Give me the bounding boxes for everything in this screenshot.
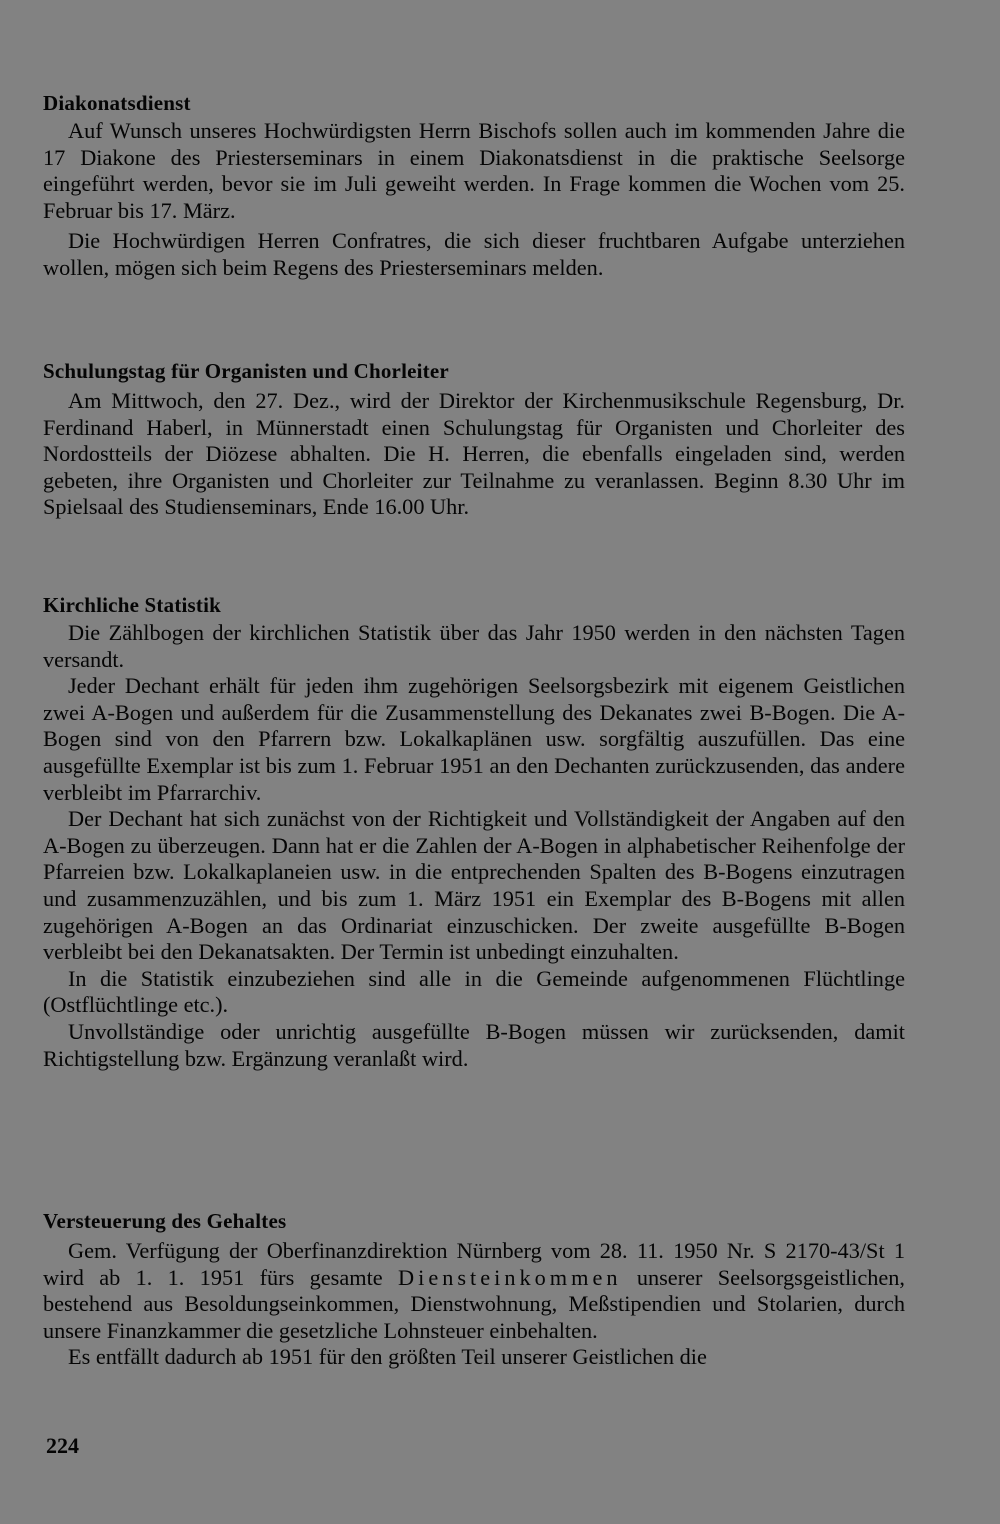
paragraph: Der Dechant hat sich zunächst von der Richtigkeit und Vollständigkeit der Angaben auf den A-Bogen zu überzeugen. Dann hat er die Zahlen der A-Bogen in alphabetischer Reihenfolge der Pfarreien bzw. Lokalkaplaneien usw. in die entprechenden Spalten des B-Bogens einzutragen und zusammenzuzählen, und bis zum 1. März 1951 ein Exemplar des B-Bogens mit allen zugehörigen A-Bogen an das Ordinariat einzuschicken. Der zweite ausgefüllte B-Bogen verbleibt bei den Dekanatsakten. Der Termin ist unbedingt einzuhalten. [43,806,905,965]
paragraph: Unvollständige oder unrichtig ausgefüllte B-Bogen müssen wir zurücksenden, damit Richtigstellung bzw. Ergänzung veranlaßt wird. [43,1018,905,1071]
section-schulungstag [43,358,905,521]
emphasized-term: Diensteinkommen [398,1264,622,1290]
paragraph: In die Statistik einzubeziehen sind alle in die Gemeinde aufgenommenen Flüchtlinge (Ostflüchtlinge etc.). [43,965,905,1018]
paragraph-text-before: Gem. Verfügung der Oberfinanzdirektion Nürnberg vom 28. 11. 1950 Nr. S 2170-43/St 1 wird ab 1. 1. 1951 fürs gesamte [43,1238,905,1290]
section-kirchliche-statistik [43,592,905,1072]
paragraph: Es entfällt dadurch ab 1951 für den größten Teil unserer Geistlichen die [68,1344,707,1370]
paragraph [43,1238,905,1344]
paragraph: Auf Wunsch unseres Hochwürdigsten Herrn Bischofs sollen auch im kommenden Jahre die 17 Diakone des Priesterseminars in einem Diakonatsdienst in die praktische Seelsorge eingeführt werden, bevor sie im Juli geweiht werden. In Frage kommen die Wochen vom 25. Februar bis 17. März. [43,118,905,223]
section-versteuerung [43,1208,905,1371]
section-heading: Versteuerung des Gehaltes [43,1209,287,1233]
paragraph: Am Mittwoch, den 27. Dez., wird der Direktor der Kirchenmusikschule Regensburg, Dr. Ferdinand Haberl, in Münnerstadt einen Schulungstag für Organisten und Chorleiter des Nordostteils der Diözese abhalten. Die H. Herren, die ebenfalls eingeladen sind, werden gebeten, ihre Organisten und Chorleiter zur Teilnahme zu veranlassen. Beginn 8.30 Uhr im Spielsaal des Studienseminars, Ende 16.00 Uhr. [43,388,905,520]
paragraph: Die Zählbogen der kirchlichen Statistik über das Jahr 1950 werden in den nächsten Tagen versandt. [43,620,905,672]
section-heading: Kirchliche Statistik [43,593,222,617]
paragraph: Die Hochwürdigen Herren Confratres, die sich dieser fruchtbaren Aufgabe unterziehen wollen, mögen sich beim Regens des Priesterseminars melden. [43,228,905,280]
paragraph-text-after: unserer Seelsorgsgeistlichen, bestehend aus Besoldungseinkommen, Dienstwohnung, Meßstipendien und Stolarien, durch unsere Finanzkammer die gesetzliche Lohnsteuer einbehalten. [43,1264,906,1343]
page-number: 224 [46,1433,79,1458]
section-heading: Schulungstag für Organisten und Chorleiter [43,359,449,383]
paragraph: Jeder Dechant erhält für jeden ihm zugehörigen Seelsorgsbezirk mit eigenem Geistlichen zwei A-Bogen und außerdem für die Zusammenstellung des Dekanates zwei B-Bogen. Die A-Bogen sind von den Pfarrern bzw. Lokalkaplänen usw. sorgfältig auszufüllen. Das eine ausgefüllte Exemplar ist bis zum 1. Februar 1951 an den Dechanten zurückzusenden, das andere verbleibt im Pfarrarchiv. [43,673,905,805]
section-diakonatsdienst [43,90,905,282]
section-heading: Diakonatsdienst [43,91,191,115]
